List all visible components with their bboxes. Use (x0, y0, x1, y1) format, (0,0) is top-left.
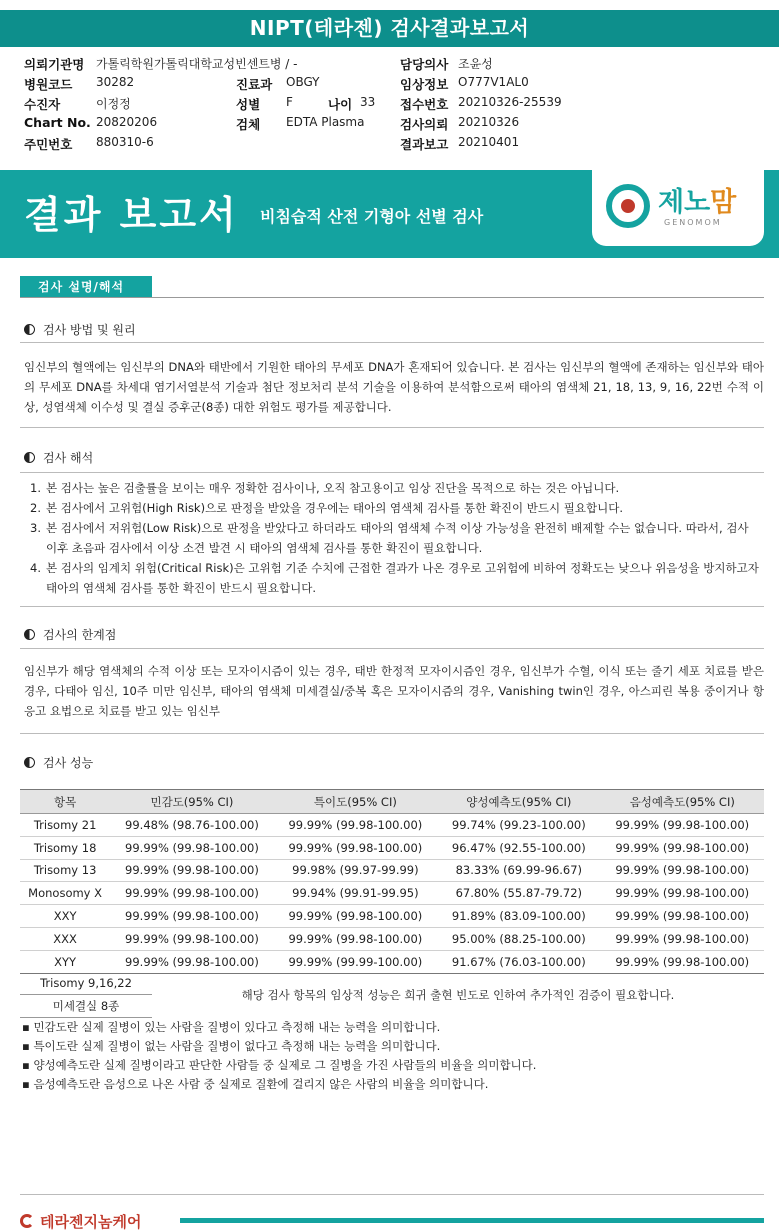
table-cell: 99.94% (99.91-99.95) (274, 882, 437, 905)
table-cell: 99.99% (99.98-100.00) (274, 905, 437, 928)
table-cell: Monosomy X (20, 882, 110, 905)
request-value: 20210326 (458, 115, 520, 129)
note-npv: ▪ 음성예측도란 음성으로 나온 사람 중 실제로 질환에 걸리지 않은 사람의 비율을 의미합니다. (22, 1077, 489, 1091)
result-banner (0, 170, 779, 258)
table-row (20, 905, 764, 928)
footer-logo (20, 1210, 180, 1232)
collector-value: 이정정 (96, 97, 131, 111)
footer-divider (20, 1194, 764, 1195)
banner-subtitle: 비침습적 산전 기형아 선별 검사 (260, 207, 484, 226)
note-ppv: ▪ 양성예측도란 실제 질병이라고 판단한 사람들 중 실제로 그 질병을 가진 사람들의 비율을 의미합니다. (22, 1058, 537, 1072)
method-heading: 검사 방법 및 원리 (24, 321, 136, 338)
divider (20, 472, 764, 473)
limits-heading: 검사의 한계점 (24, 626, 116, 643)
table-cell: 83.33% (69.99-96.67) (437, 859, 600, 882)
table-cell: 99.48% (98.76-100.00) (110, 814, 273, 837)
table-cell: 99.99% (99.98-100.00) (110, 859, 273, 882)
half-circle-icon (24, 324, 35, 335)
half-circle-icon (24, 757, 35, 768)
list-item: 1. 본 검사는 높은 검출률을 보이는 매우 정확한 검사이나, 오직 참고용이고 임상 진단을 목적으로 하는 것은 아닙니다. (30, 481, 620, 495)
department-value: OBGY (286, 75, 320, 89)
col-specificity: 특이도(95% CI) (274, 790, 437, 814)
extra-rows (20, 972, 764, 1018)
institution-label: 의뢰기관명 (24, 57, 85, 72)
interpretation-list (30, 478, 760, 598)
report-label: 결과보고 (400, 137, 449, 152)
table-cell: Trisomy 13 (20, 859, 110, 882)
table-cell: 99.99% (99.98-100.00) (110, 836, 273, 859)
table-cell: 99.99% (99.98-100.00) (601, 882, 764, 905)
section-tab-explanation: 검사 설명/해석 (20, 276, 152, 298)
table-cell: 99.99% (99.98-100.00) (601, 836, 764, 859)
list-item: 2. 본 검사에서 고위험(High Risk)으로 판정을 받았을 경우에는 태아의 염색체 검사를 통한 확진이 반드시 필요합니다. (30, 501, 623, 515)
divider (20, 342, 764, 343)
specimen-value: EDTA Plasma (286, 115, 365, 129)
table-cell: 99.99% (99.98-100.00) (274, 927, 437, 950)
table-row (20, 882, 764, 905)
interpretation-heading: 검사 해석 (24, 449, 93, 466)
footer-bar (180, 1218, 764, 1223)
table-cell: 95.00% (88.25-100.00) (437, 927, 600, 950)
trisomy-9-16-22-cell: Trisomy 9,16,22 (20, 972, 152, 995)
doctor-label: 담당의사 (400, 57, 449, 72)
table-cell: 91.89% (83.09-100.00) (437, 905, 600, 928)
hospital-code-value: 30282 (96, 75, 135, 89)
table-cell: 67.80% (55.87-79.72) (437, 882, 600, 905)
logo-english: GENOMOM (664, 218, 722, 227)
definitions (22, 1018, 536, 1094)
table-cell: 99.99% (99.98-100.00) (274, 836, 437, 859)
table-cell: 99.99% (99.98-100.00) (110, 882, 273, 905)
request-label: 검사의뢰 (400, 117, 449, 132)
logo-text: 제노맘 (658, 187, 737, 218)
clinical-value: O777V1AL0 (458, 75, 529, 89)
list-item: 3. 본 검사에서 저위험(Low Risk)으로 판정을 받았다고 하더라도 태아의 염색체 수적 이상 가능성을 완전히 배제할 수는 없습니다. 따라서, 검사 이후 초음파 검사에서 이상 소견 발견 시 태아의 염색체 검사를 통한 확진이 필요합니다. (30, 521, 749, 555)
table-cell: 99.74% (99.23-100.00) (437, 814, 600, 837)
divider (20, 427, 764, 428)
table-cell: 99.99% (99.98-100.00) (110, 950, 273, 973)
table-row (20, 950, 764, 973)
report-value: 20210401 (458, 135, 520, 149)
col-npv: 음성예측도(95% CI) (601, 790, 764, 814)
age-value: 33 (360, 95, 376, 109)
chart-value: 20820206 (96, 115, 158, 129)
table-row (20, 927, 764, 950)
table-cell: Trisomy 18 (20, 836, 110, 859)
report-title: NIPT(테라젠) 검사결과보고서 (0, 10, 779, 47)
receipt-label: 접수번호 (400, 97, 449, 112)
doctor-value: 조윤성 (458, 57, 493, 71)
table-cell: 99.99% (99.98-100.00) (110, 927, 273, 950)
rrn-value: 880310-6 (96, 135, 154, 149)
limits-text: 임신부가 해당 염색체의 수적 이상 또는 모자이시즘이 있는 경우, 태반 한정적 모자이시즘인 경우, 임신부가 수혈, 이식 또는 줄기 세포 치료를 받은 경우, 다태아 임신, 10주 미만 임신부, 태아의 염색체 미세결실/중복 혹은 모자이시즘의 경우, Vanishing twin인 경우, 아스피린 복용 중이거나 항 응고 요법으로 치료를 받고 있는 임신부 (24, 664, 764, 718)
collector-label: 수진자 (24, 97, 61, 112)
table-cell: 99.99% (99.98-100.00) (601, 814, 764, 837)
half-circle-icon (24, 629, 35, 640)
table-cell: XXY (20, 905, 110, 928)
performance-heading: 검사 성능 (24, 754, 93, 771)
col-sensitivity: 민감도(95% CI) (110, 790, 273, 814)
rrn-label: 주민번호 (24, 137, 73, 152)
company-logo-icon (20, 1214, 34, 1228)
table-row (20, 836, 764, 859)
validation-note: 해당 검사 항목의 임상적 성능은 희귀 출현 빈도로 인하여 추가적인 검증이 필요합니다. (241, 988, 675, 1002)
table-cell: 99.99% (99.98-100.00) (601, 859, 764, 882)
clinical-label: 임상정보 (400, 77, 449, 92)
table-cell: 99.99% (99.98-100.00) (601, 905, 764, 928)
sex-label: 성별 (236, 97, 261, 112)
table-cell: XXX (20, 927, 110, 950)
table-cell: 99.99% (99.98-100.00) (274, 814, 437, 837)
col-ppv: 양성예측도(95% CI) (437, 790, 600, 814)
note-sensitivity: ▪ 민감도란 실제 질병이 있는 사람을 질병이 있다고 측정해 내는 능력을 의미합니다. (22, 1020, 441, 1034)
table-cell: 99.98% (99.97-99.99) (274, 859, 437, 882)
list-item: 4. 본 검사의 임계치 위험(Critical Risk)은 고위험 기준 수치에 근접한 결과가 나온 경우로 고위험에 비하여 정확도는 낮으나 위음성을 방지하고자 태아의 염색체 검사를 통한 확진이 반드시 필요합니다. (30, 561, 759, 595)
table-cell: 91.67% (76.03-100.00) (437, 950, 600, 973)
age-label: 나이 (328, 97, 353, 112)
logo-mother-icon (606, 184, 650, 228)
method-text: 임신부의 혈액에는 임신부의 DNA와 태반에서 기원한 태아의 무세포 DNA가 혼재되어 있습니다. 본 검사는 임신부의 혈액에 존재하는 임신부와 태아의 무세포 DNA를 차세대 염기서열분석 기술과 첨단 정보처리 분석 기술을 이용하여 분석함으로써 태아의 염색체 21, 18, 13, 9, 16, 22번 수적 이상, 성염색체 이수성 및 결실 증후군(8종) 대한 위험도 평가를 제공합니다. (24, 360, 764, 414)
performance-table (20, 789, 764, 974)
table-row (20, 814, 764, 837)
sex-value: F (286, 95, 293, 109)
receipt-value: 20210326-25539 (458, 95, 562, 109)
table-cell: 99.99% (99.98-100.00) (601, 950, 764, 973)
half-circle-icon (24, 452, 35, 463)
banner-title: 결과 보고서 (24, 193, 239, 237)
table-cell: Trisomy 21 (20, 814, 110, 837)
genomom-logo (592, 170, 764, 246)
company-name: 테라젠지놈케어 (40, 1213, 142, 1231)
chart-label: Chart No. (24, 115, 91, 130)
table-cell: 99.99% (99.99-100.00) (274, 950, 437, 973)
table-cell: 96.47% (92.55-100.00) (437, 836, 600, 859)
table-cell: 99.99% (99.98-100.00) (601, 927, 764, 950)
department-label: 진료과 (236, 77, 273, 92)
divider (20, 297, 764, 298)
table-cell: 99.99% (99.98-100.00) (110, 905, 273, 928)
divider (20, 733, 764, 734)
note-specificity: ▪ 특이도란 실제 질병이 없는 사람을 질병이 없다고 측정해 내는 능력을 의미합니다. (22, 1039, 441, 1053)
microdeletion-cell: 미세결실 8종 (20, 995, 152, 1018)
hospital-code-label: 병원코드 (24, 77, 73, 92)
table-header-row (20, 790, 764, 814)
divider (20, 648, 764, 649)
institution-value: 가톨릭학원가톨릭대학교성빈센트병 / - (96, 57, 298, 71)
table-row (20, 859, 764, 882)
table-cell: XYY (20, 950, 110, 973)
specimen-label: 검체 (236, 117, 261, 132)
col-item: 항목 (20, 790, 110, 814)
divider (20, 606, 764, 607)
